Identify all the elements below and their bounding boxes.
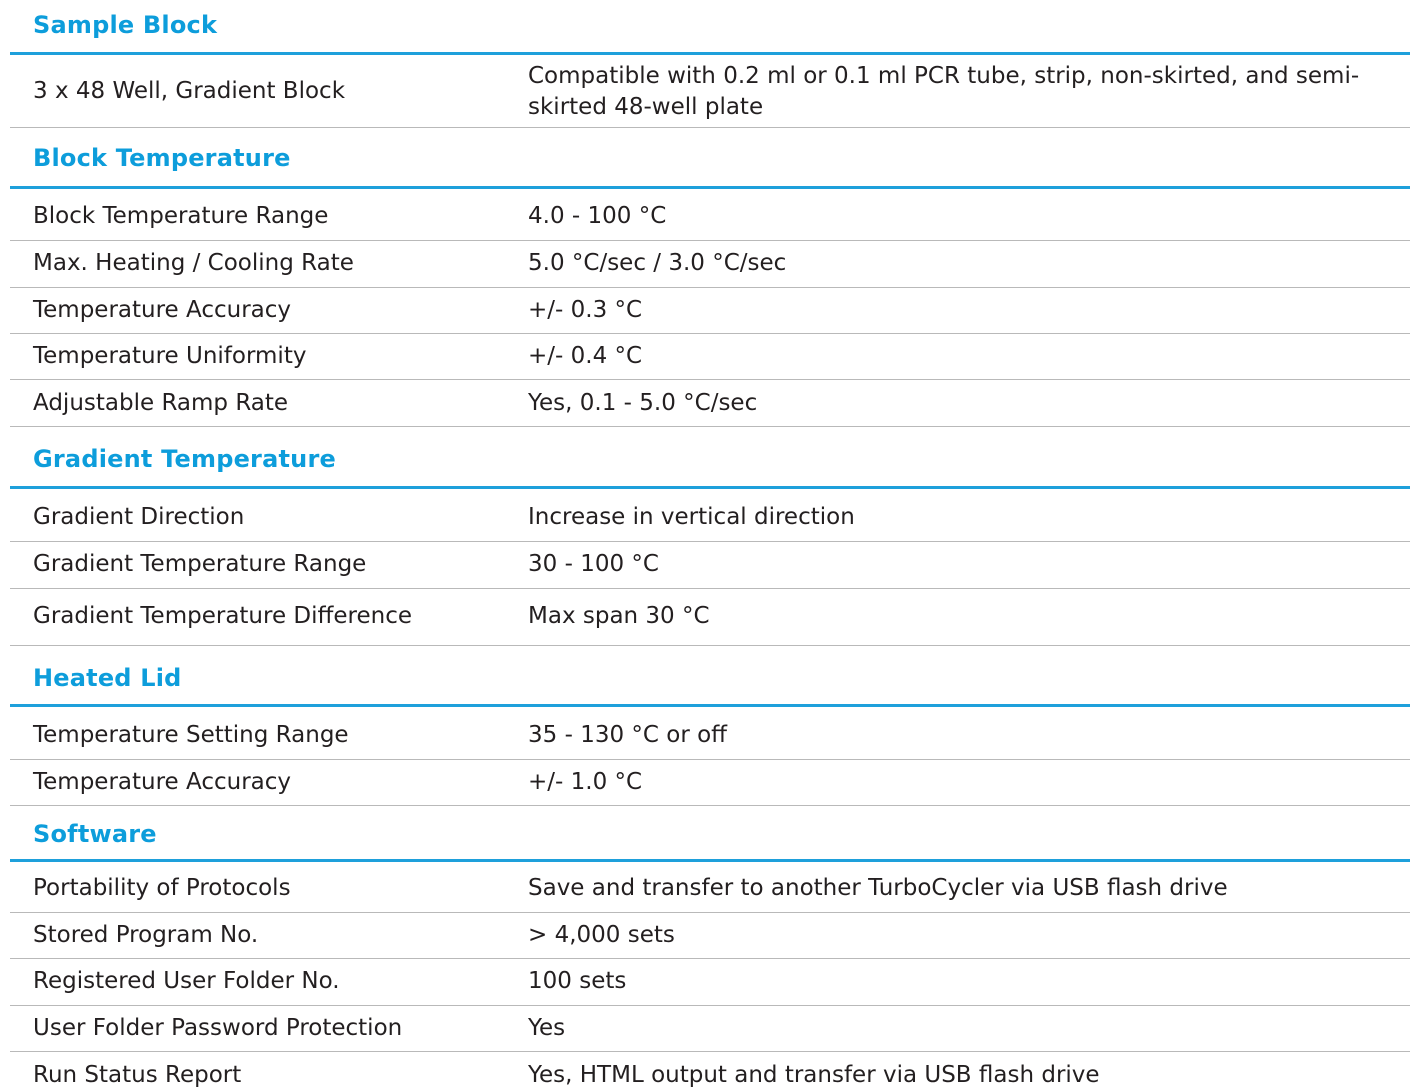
spec-label: Adjustable Ramp Rate — [33, 390, 289, 416]
spec-row — [10, 589, 1410, 646]
spec-label: Stored Program No. — [33, 922, 259, 948]
spec-label: 3 x 48 Well, Gradient Block — [33, 78, 346, 104]
spec-value: > 4,000 sets — [528, 922, 675, 948]
spec-value: +/- 0.3 °C — [528, 297, 643, 323]
spec-row — [10, 959, 1410, 1006]
spec-label: Run Status Report — [33, 1062, 242, 1088]
spec-label: Temperature Accuracy — [33, 769, 292, 795]
spec-label: Temperature Setting Range — [33, 722, 349, 748]
spec-label: Block Temperature Range — [33, 203, 329, 229]
spec-row — [10, 862, 1410, 913]
spec-row — [10, 913, 1410, 959]
spec-label: Gradient Temperature Difference — [33, 603, 412, 629]
spec-row — [10, 288, 1410, 334]
spec-value: Yes — [528, 1015, 566, 1041]
spec-row — [10, 1006, 1410, 1052]
section-title: Sample Block — [33, 11, 218, 39]
spec-value: 35 - 130 °C or off — [528, 722, 728, 748]
spec-label: Registered User Folder No. — [33, 968, 340, 994]
spec-value: Save and transfer to another TurboCycler via USB flash drive — [528, 875, 1228, 901]
spec-row — [10, 189, 1410, 241]
section-title: Software — [33, 820, 157, 848]
spec-label: Gradient Direction — [33, 504, 245, 530]
spec-value: 5.0 °C/sec / 3.0 °C/sec — [528, 250, 787, 276]
spec-row — [10, 489, 1410, 542]
spec-label: Max. Heating / Cooling Rate — [33, 250, 354, 276]
spec-value: Max span 30 °C — [528, 603, 710, 629]
spec-value: +/- 0.4 °C — [528, 343, 643, 369]
spec-value: Increase in vertical direction — [528, 504, 855, 530]
spec-label: Temperature Uniformity — [33, 343, 307, 369]
section-header-heated-lid — [10, 646, 1410, 707]
section-header-sample-block — [10, 0, 1410, 55]
section-title: Gradient Temperature — [33, 445, 336, 473]
spec-row — [10, 55, 1410, 128]
spec-row — [10, 334, 1410, 380]
section-title: Heated Lid — [33, 664, 182, 692]
spec-row — [10, 380, 1410, 427]
spec-row — [10, 760, 1410, 806]
spec-value: 100 sets — [528, 968, 627, 994]
spec-row — [10, 707, 1410, 760]
spec-row — [10, 241, 1410, 288]
spec-label: Temperature Accuracy — [33, 297, 292, 323]
section-header-gradient-temperature — [10, 427, 1410, 489]
spec-value: +/- 1.0 °C — [528, 769, 643, 795]
spec-label: Gradient Temperature Range — [33, 551, 367, 577]
section-header-block-temperature — [10, 128, 1410, 189]
spec-value: Compatible with 0.2 ml or 0.1 ml PCR tube, strip, non-skirted, and semi-skirted 48-well plate — [528, 63, 1360, 120]
spec-label: Portability of Protocols — [33, 875, 291, 901]
spec-value: 30 - 100 °C — [528, 551, 659, 577]
spec-row — [10, 542, 1410, 589]
spec-row — [10, 1052, 1410, 1089]
section-title: Block Temperature — [33, 144, 291, 172]
spec-value: Yes, HTML output and transfer via USB flash drive — [528, 1062, 1100, 1088]
spec-value: Yes, 0.1 - 5.0 °C/sec — [528, 390, 758, 416]
spec-label: User Folder Password Protection — [33, 1015, 403, 1041]
section-header-software — [10, 806, 1410, 862]
spec-value: 4.0 - 100 °C — [528, 203, 667, 229]
